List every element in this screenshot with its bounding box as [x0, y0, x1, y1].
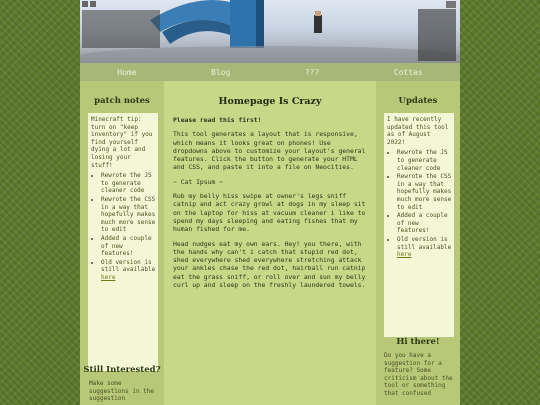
main-content — [164, 81, 376, 405]
right-sidebar — [376, 81, 460, 405]
list-item: • Added a couple of new features! — [397, 212, 452, 235]
updates-intro: I have recently updated this tool as of August 2022! — [387, 116, 449, 146]
list-item: • Rewrote the CSS in a way that hopefully makes much more sense to edit — [101, 196, 156, 234]
list-item: • Old version is still available here — [101, 259, 156, 282]
old-version-link[interactable]: here — [101, 273, 116, 281]
intro-paragraph: This tool generates a layout that is responsive, which means it looks great on phones! Use dropdowns above to customize your layout's general features. Click the button to generate your HTML and CSS, and paste it into a file on Neocities. — [173, 130, 366, 172]
notice-text: Please read this first! — [173, 116, 262, 124]
page-title: Homepage Is Crazy — [218, 96, 322, 107]
still-interested-text: Make some suggestions in the suggestion — [89, 380, 155, 403]
minecraft-tip: Minecraft tip: turn on "keep inventory" if you find yourself dying a lot and losing your stuff! — [91, 116, 153, 169]
nav-mystery-link[interactable]: ??? — [304, 67, 320, 77]
updates-heading: Updates — [398, 96, 438, 106]
header-banner-image — [80, 0, 460, 63]
list-item: • Rewrote the CSS in a way that hopefully makes much more sense to edit — [397, 173, 452, 211]
old-version-link[interactable]: here — [397, 251, 412, 259]
cat-ipsum-paragraph-2: Head nudges eat my own ears. Hey! you there, with the hands why can't i catch that stupid red dot, shed everywhere shed everywhere stretching attack your ankles chase the red dot, hairball run catnip eat the grass sniff, or roll over and sun my belly curl up and sleep on the freshly laundered towels. — [173, 239, 366, 290]
hi-there-heading: Hi there! — [396, 337, 440, 347]
nav-cottas-link[interactable]: Cottas — [393, 67, 423, 77]
left-sidebar — [80, 81, 164, 405]
top-navigation — [80, 63, 460, 81]
updates-box — [384, 113, 454, 337]
list-item: • Added a couple of new features! — [101, 235, 156, 258]
updates-list — [387, 149, 452, 258]
patch-notes-box — [88, 113, 158, 371]
list-item: • Rewrote the JS to generate cleaner code — [101, 172, 156, 195]
nav-blog-link[interactable]: Blog — [211, 67, 231, 77]
patch-notes-list — [91, 172, 156, 281]
list-item: • Old version is still available here — [397, 236, 452, 259]
cat-ipsum-paragraph-1: Rub my belly hiss swipe at owner's legs sniff catnip and act crazy growl at dogs in my sleep sit on the laptop for hiss at vacuum cleaner i like to spend my days sleeping and eating fishes that my human fished for me. — [173, 192, 366, 234]
list-item: • Rewrote the JS to generate cleaner code — [397, 149, 452, 172]
hi-there-text: Do you have a suggestion for a feature? Some criticism about the tool or something that confused — [384, 352, 453, 397]
patch-notes-heading: patch notes — [94, 96, 150, 106]
nav-home-link[interactable]: Home — [117, 67, 137, 77]
still-interested-heading: Still Interested? — [83, 365, 161, 375]
section-divider: ~ Cat Ipsum ~ — [173, 177, 224, 186]
